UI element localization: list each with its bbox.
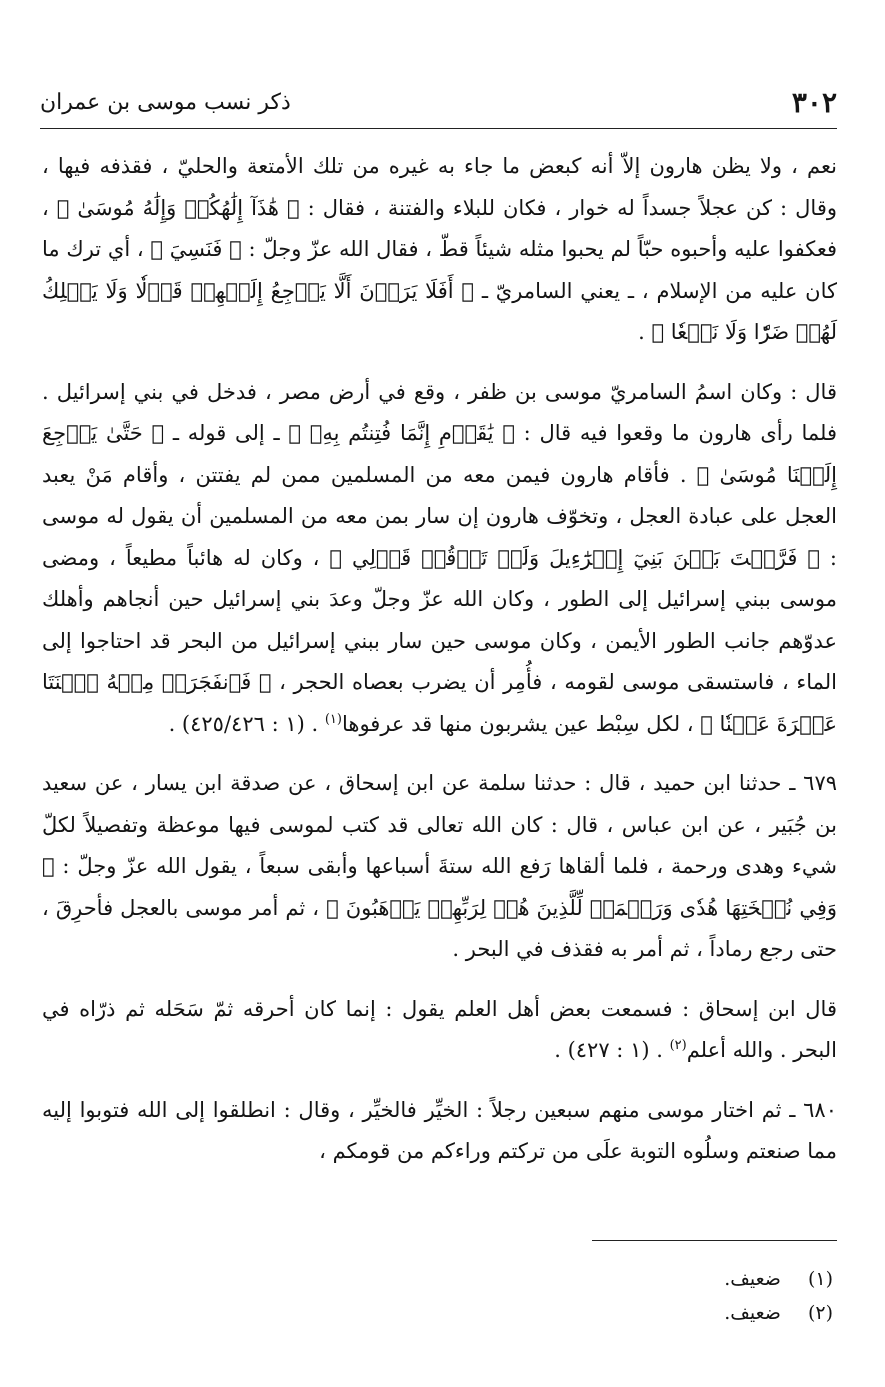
running-title: ذكر نسب موسى بن عمران (40, 90, 291, 115)
page-header (40, 82, 837, 129)
footnote-1 (40, 1262, 833, 1296)
footnote-2 (40, 1296, 833, 1330)
paragraph-679: ٦٧٩ ـ حدثنا ابن حميد ، قال : حدثنا سلمة عن ابن إسحاق ، عن صدقة ابن يسار ، عن سعيد بن جُبَير ، عن ابن عباس ، قال : كان الله تعالى قد كتب لموسى فيها موعظة وتفصيلاً لكلّ شيء وهدى ورحمة ، فلما ألقاها رَفع الله ستةَ أسباعها وأبقى سبعاً ، يقول الله عزّ وجلّ : ﴿ وَفِي نُسۡخَتِهَا هُدٗى وَرَحۡمَةٞ لِّلَّذِينَ هُمۡ لِرَبِّهِمۡ يَرۡهَبُونَ ﴾ ، ثم أمر موسى بالعجل فأحرِقَ ، حتى رجع رماداً ، ثم أمر به فقذف في البحر . (42, 771, 838, 961)
footnote-text: ضعيف. (724, 1268, 781, 1290)
body-text (42, 146, 837, 1173)
footnote-ref-2[interactable]: (٢) (669, 1038, 687, 1053)
paragraph-1: نعم ، ولا يظن هارون إلاّ أنه كبعض ما جاء به غيره من تلك الأمتعة والحليّ ، فقذفه فيها ، وقال : كن عجلاً جسداً له خوار ، فكان للبلاء والفتنة ، فقال : ﴿ هَٰذَآ إِلَٰهُكُمۡ وَإِلَٰهُ مُوسَىٰ ﴾ ، فعكفوا عليه وأحبوه حبّاً لم يحبوا مثله شيئاً قطّ ، فقال الله عزّ وجلّ : ﴿ فَنَسِيَ ﴾ ، أي ترك ما كان عليه من الإسلام ، ـ يعني السامريّ ـ ﴿ أَفَلَا يَرَوۡنَ أَلَّا يَرۡجِعُ إِلَيۡهِمۡ قَوۡلٗا وَلَا يَمۡلِكُ لَهُمۡ ضَرّٗا وَلَا نَفۡعٗا ﴾ . (42, 154, 837, 344)
paragraph-ibn-ishaq: قال ابن إسحاق : فسمعت بعض أهل العلم يقول : إنما كان أحرقه ثمّ سَحَله ثم ذرّاه في البحر . والله أعلم$^{(٢)}$ . (١ : ٤٢٧) . (42, 996, 837, 1062)
footnote-number: (٢) (807, 1302, 833, 1324)
footnote-text: ضعيف. (724, 1302, 781, 1324)
footnote-ref-1[interactable]: (١) (324, 711, 342, 727)
paragraph-2: قال : وكان اسمُ السامريّ موسى بن ظفر ، وقع في أرض مصر ، فدخل في بني إسرائيل . فلما رأى هارون ما وقعوا فيه قال : ﴿ يَٰقَوۡمِ إِنَّمَا فُتِنتُم بِهِۦ ﴾ ـ إلى قوله ـ ﴿ حَتَّىٰ يَرۡجِعَ إِلَيۡنَا مُوسَىٰ ﴾ . فأقام هارون فيمن معه من المسلمين ممن لم يفتتن ، وأقام مَنْ يعبد العجل على عبادة العجل ، وتخوّف هارون إن سار بمن معه من المسلمين أن يقول له موسى : ﴿ فَرَّقۡتَ بَيۡنَ بَنِيٓ إِسۡرَٰٓءِيلَ وَلَمۡ تَرۡقُبۡ قَوۡلِي ﴾ ، وكان له هائباً مطيعاً ، ومضى موسى ببني إسرائيل إلى الطور ، وكان الله عزّ وجلّ وعدَ بني إسرائيل حين أنجاهم وأهلك عدوّهم جانب الطور الأيمن ، وكان موسى حين سار ببني إسرائيل من البحر قد احتاجوا إلى الماء ، فاستسقى موسى لقومه ، فأُمِر أن يضرب بعصاه الحجر ، ﴿ فَٱنفَجَرَتۡ مِنۡهُ ٱثۡنَتَا عَشۡرَةَ عَيۡنٗا ﴾ ، لكل سِبْط عين يشربون منها قد عرفوها$^{(١)}$ . (١ : ٤٢٥/٤٢٦) . (42, 379, 837, 736)
paragraph-680: ٦٨٠ ـ ثم اختار موسى منهم سبعين رجلاً : الخيِّر فالخيِّر ، وقال : انطلقوا إلى الله فتوبوا إليه مما صنعتم وسلُوه التوبة علَى من تركتم وراءكم من قومكم ، (42, 1097, 837, 1163)
footnote-number: (١) (807, 1268, 833, 1290)
page-number: ٣٠٢ (791, 86, 837, 119)
footnote-divider (592, 1240, 837, 1241)
footnotes (40, 1262, 833, 1330)
